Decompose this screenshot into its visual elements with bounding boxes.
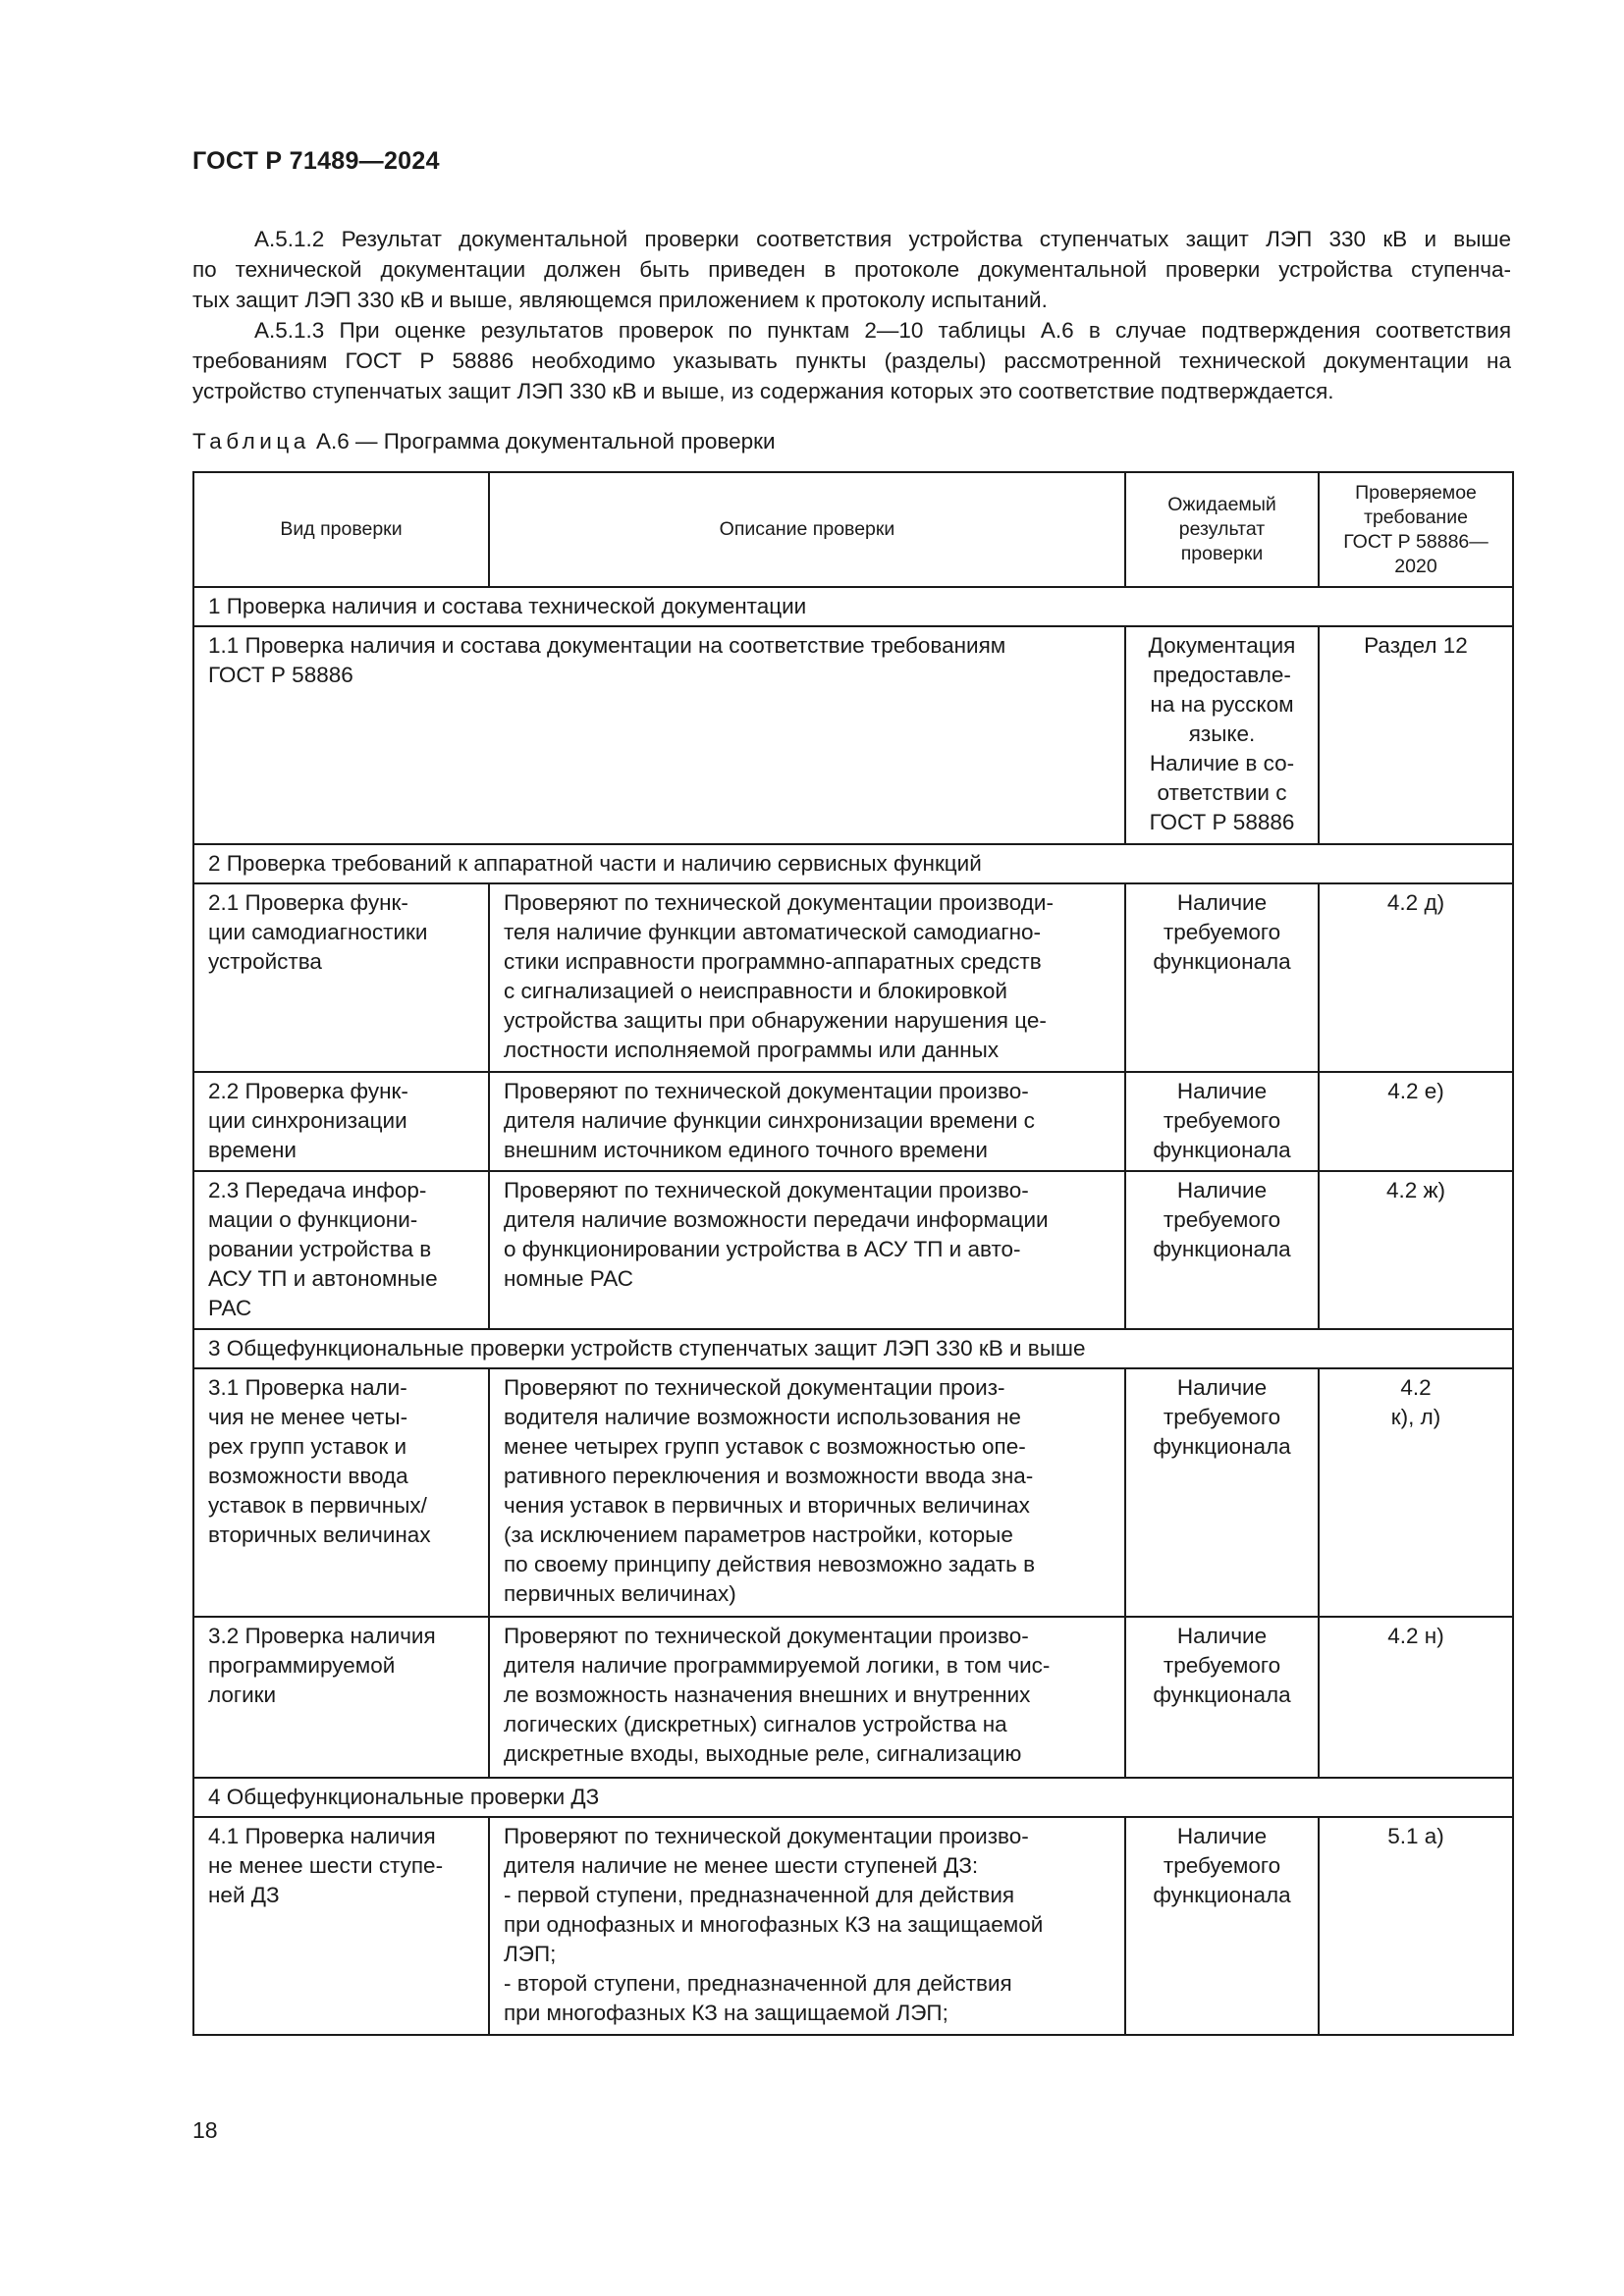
document-code: ГОСТ Р 71489—2024 <box>192 147 440 175</box>
check-cell: 1.1 Проверка наличия и состава документации на соответствие требованиям ГОСТ Р 58886 <box>193 626 1125 844</box>
paragraph-a513 <box>192 315 1511 406</box>
section-row <box>193 1778 1513 1817</box>
requirement-cell: 5.1 а) <box>1319 1817 1513 2035</box>
table-caption <box>192 429 776 454</box>
result-cell: Документация предоставле- на на русском языке. Наличие в со- ответствии с ГОСТ Р 58886 <box>1125 626 1319 844</box>
result-cell: Наличие требуемого функционала <box>1125 1072 1319 1171</box>
section-title: 4 Общефункциональные проверки ДЗ <box>193 1778 1513 1817</box>
text-line: А.5.1.3 При оценке результатов проверок по пунктам 2—10 таблицы А.6 в случае подтверждения соответствия <box>254 318 1511 343</box>
table-row <box>193 626 1513 844</box>
requirement-cell: 4.2 ж) <box>1319 1171 1513 1329</box>
requirement-cell: Раздел 12 <box>1319 626 1513 844</box>
header-description: Описание проверки <box>489 472 1125 587</box>
paragraph-a512 <box>192 224 1511 315</box>
table-row <box>193 1072 1513 1171</box>
text-line: устройство ступенчатых защит ЛЭП 330 кВ и выше, из содержания которых это соответствие подтверждается. <box>192 379 1334 403</box>
check-cell: 2.1 Проверка функ- ции самодиагностики устройства <box>193 883 489 1072</box>
page-number: 18 <box>192 2117 218 2143</box>
section-title: 1 Проверка наличия и состава технической документации <box>193 587 1513 626</box>
requirement-cell: 4.2 д) <box>1319 883 1513 1072</box>
description-cell: Проверяют по технической документации произво- дителя наличие не менее шести ступеней ДЗ: - первой ступени, предназначенной для действия при однофазных и многофазных КЗ на защищаемой ЛЭП; - второй ступени, предназначенной для действия при многофазных КЗ на защищаемой ЛЭП; <box>489 1817 1125 2035</box>
check-cell: 2.2 Проверка функ- ции синхронизации времени <box>193 1072 489 1171</box>
header-check-type: Вид проверки <box>193 472 489 587</box>
table-row <box>193 1171 1513 1329</box>
section-title: 3 Общефункциональные проверки устройств ступенчатых защит ЛЭП 330 кВ и выше <box>193 1329 1513 1368</box>
requirement-cell: 4.2 к), л) <box>1319 1368 1513 1617</box>
result-cell: Наличие требуемого функционала <box>1125 1368 1319 1617</box>
result-cell: Наличие требуемого функционала <box>1125 883 1319 1072</box>
description-cell: Проверяют по технической документации произ- водителя наличие возможности использования не менее четырех групп уставок с возможностью опе- ративного переключения и возможности ввода зна- чения уставок в первичных и вторичных величинах (за исключением параметров настройки, которые по своему принципу действия невозможно задать в первичных величинах) <box>489 1368 1125 1617</box>
section-title: 2 Проверка требований к аппаратной части и наличию сервисных функций <box>193 844 1513 883</box>
section-row <box>193 587 1513 626</box>
requirement-cell: 4.2 е) <box>1319 1072 1513 1171</box>
table-row <box>193 1617 1513 1778</box>
description-cell: Проверяют по технической документации производи- теля наличие функции автоматической самодиагно- стики исправности программно-аппаратных средств с сигнализацией о неисправности и блокировкой устройства защиты при обнаружении нарушения це- лостности исполняемой программы или данных <box>489 883 1125 1072</box>
program-table <box>192 471 1514 2036</box>
section-row <box>193 1329 1513 1368</box>
check-cell: 2.3 Передача инфор- мации о функциони- ровании устройства в АСУ ТП и автономные РАС <box>193 1171 489 1329</box>
description-cell: Проверяют по технической документации произво- дителя наличие функции синхронизации времени с внешним источником единого точного времени <box>489 1072 1125 1171</box>
result-cell: Наличие требуемого функционала <box>1125 1817 1319 2035</box>
check-cell: 3.2 Проверка наличия программируемой логики <box>193 1617 489 1778</box>
table-caption-title: А.6 — Программа документальной проверки <box>309 429 776 454</box>
table-row <box>193 1817 1513 2035</box>
text-line: тых защит ЛЭП 330 кВ и выше, являющемся приложением к протоколу испытаний. <box>192 288 1048 312</box>
check-cell: 3.1 Проверка нали- чия не менее четы- рех групп уставок и возможности ввода уставок в первичных/ вторичных величинах <box>193 1368 489 1617</box>
result-cell: Наличие требуемого функционала <box>1125 1171 1319 1329</box>
text-line: требованиям ГОСТ Р 58886 необходимо указывать пункты (разделы) рассмотренной технической документации на <box>192 348 1511 373</box>
description-cell: Проверяют по технической документации произво- дителя наличие возможности передачи информации о функционировании устройства в АСУ ТП и авто- номные РАС <box>489 1171 1125 1329</box>
requirement-cell: 4.2 н) <box>1319 1617 1513 1778</box>
header-requirement: Проверяемое требование ГОСТ Р 58886— 2020 <box>1319 472 1513 587</box>
check-cell: 4.1 Проверка наличия не менее шести ступе- ней ДЗ <box>193 1817 489 2035</box>
text-line: А.5.1.2 Результат документальной проверки соответствия устройства ступенчатых защит ЛЭП 330 кВ и выше <box>254 227 1511 251</box>
table-row <box>193 883 1513 1072</box>
result-cell: Наличие требуемого функционала <box>1125 1617 1319 1778</box>
text-line: по технической документации должен быть приведен в протоколе документальной проверки устройства ступенча- <box>192 257 1511 282</box>
table-header-row <box>193 472 1513 587</box>
header-expected-result: Ожидаемый результат проверки <box>1125 472 1319 587</box>
section-row <box>193 844 1513 883</box>
table-caption-label: Таблица <box>192 429 310 454</box>
table-row <box>193 1368 1513 1617</box>
description-cell: Проверяют по технической документации произво- дителя наличие программируемой логики, в том чис- ле возможность назначения внешних и внутренних логических (дискретных) сигналов устройства на дискретные входы, выходные реле, сигнализацию <box>489 1617 1125 1778</box>
